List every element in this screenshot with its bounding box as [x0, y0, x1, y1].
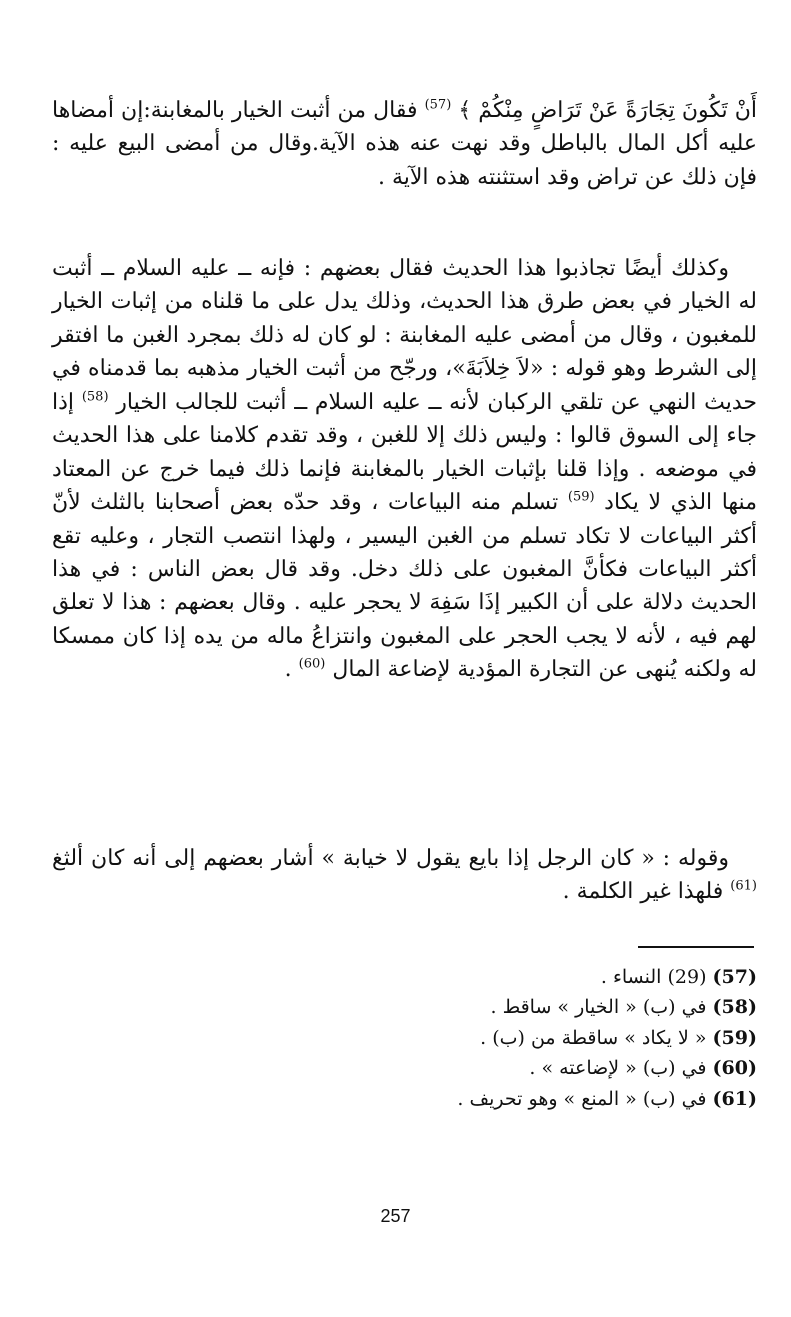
footnote-number: (61) [712, 1087, 757, 1110]
paragraph-1-text: فقال من أثبت الخيار بالمغابنة:إن أمضاها عليه أكل المال بالباطل وقد نهت عنه هذه الآية.وقال من أمضى البيع عليه : فإن ذلك عن تراض وقد استثنته هذه الآية . [52, 98, 757, 190]
footnote-number: (58) [712, 996, 757, 1019]
page-number: 257 [380, 1206, 411, 1226]
paragraph-1 [52, 94, 757, 194]
footnote-divider [638, 946, 754, 948]
footnotes [52, 962, 757, 1114]
footnote-number: (60) [712, 1057, 757, 1080]
footnote-ref-60: (60) [298, 656, 326, 672]
paragraph-2-text-a: وكذلك أيضًا تجاذبوا هذا الحديث فقال بعضهم : فإنه ــ عليه السلام ــ أثبت له الخيار في بعض طرق هذا الحديث، وذلك يدل على ما قلناه من إثبات الخيار للمغبون ، وقال من أمضى عليه المغابنة : لو كان له ذلك بمجرد الغبن ما افتقر إلى الشرط وهو قوله : «لاَ خِلاَبَةَ»، ورجّح من أثبت الخيار مذهبه بما قدمناه في حديث النهي عن تلقي الركبان لأنه ــ عليه السلام ــ أثبت للجالب الخيار [52, 256, 757, 415]
paragraph-2 [52, 252, 757, 687]
footnote-text: في (ب) « الخيار » ساقط . [490, 996, 707, 1019]
footnote-ref-58: (58) [81, 389, 109, 405]
footnote-text: في (ب) « لإضاعته » . [529, 1057, 707, 1080]
paragraph-3-text-a: وقوله : « كان الرجل إذا بايع يقول لا خيابة » أشار بعضهم إلى أنه كان ألثغ [52, 846, 729, 871]
paragraph-2-end: . [284, 657, 292, 683]
footnote-number: (57) [712, 966, 757, 988]
footnote-58 [52, 992, 757, 1022]
paragraph-3 [52, 842, 757, 909]
footnote-ref-59: (59) [567, 489, 595, 505]
footnote-60 [52, 1053, 757, 1083]
footnote-57 [52, 962, 757, 992]
footnote-text: في (ب) « المنع » وهو تحريف . [457, 1087, 707, 1110]
footnote-59 [52, 1023, 757, 1053]
footnote-61 [52, 1084, 757, 1114]
footnote-number: (59) [712, 1026, 757, 1049]
footnote-text: « لا يكاد » ساقطة من (ب) . [480, 1026, 707, 1049]
paragraph-2-text-b: إذا جاء إلى السوق قالوا : وليس ذلك إلا للغبن ، وقد تقدم كلامنا على هذا الحديث في موضعه . وإذا قلنا بإثبات الخيار بالمغابنة فإنما ذلك فيما خرج عن المعتاد منها الذي لا يكاد [52, 389, 757, 516]
paragraph-3-text-b: فلهذا غير الكلمة . [562, 879, 724, 905]
footnote-ref-57: (57) [424, 97, 452, 113]
quran-verse: أَنْ تَكُونَ تِجَارَةً عَنْ تَرَاضٍ مِنْكُمْ ﴾ [458, 98, 757, 123]
footnote-ref-61: (61) [730, 879, 757, 895]
footnote-text: (29) النساء . [600, 966, 707, 988]
paragraph-2-text-c: تسلم منه البياعات ، وقد حدّه بعض أصحابنا بالثلث لأنّ أكثر البياعات لا تكاد تسلم من الغبن اليسير ، ولهذا انتصب التجار ، وعليه تقع أكثر البياعات فكأنَّ المغبون على ذلك دخل. وقد قال بعض الناس : في هذا الحديث دلالة على أن الكبير إذَا سَفِهَ لا يحجر عليه . وقال بعضهم : هذا لا تعلق لهم فيه ، لأنه لا يجب الحجر على المغبون وانتزاعُ ماله من يده إذا كان ممسكا له ولكنه يُنهى عن التجارة المؤدية لإضاعة المال [52, 490, 757, 683]
